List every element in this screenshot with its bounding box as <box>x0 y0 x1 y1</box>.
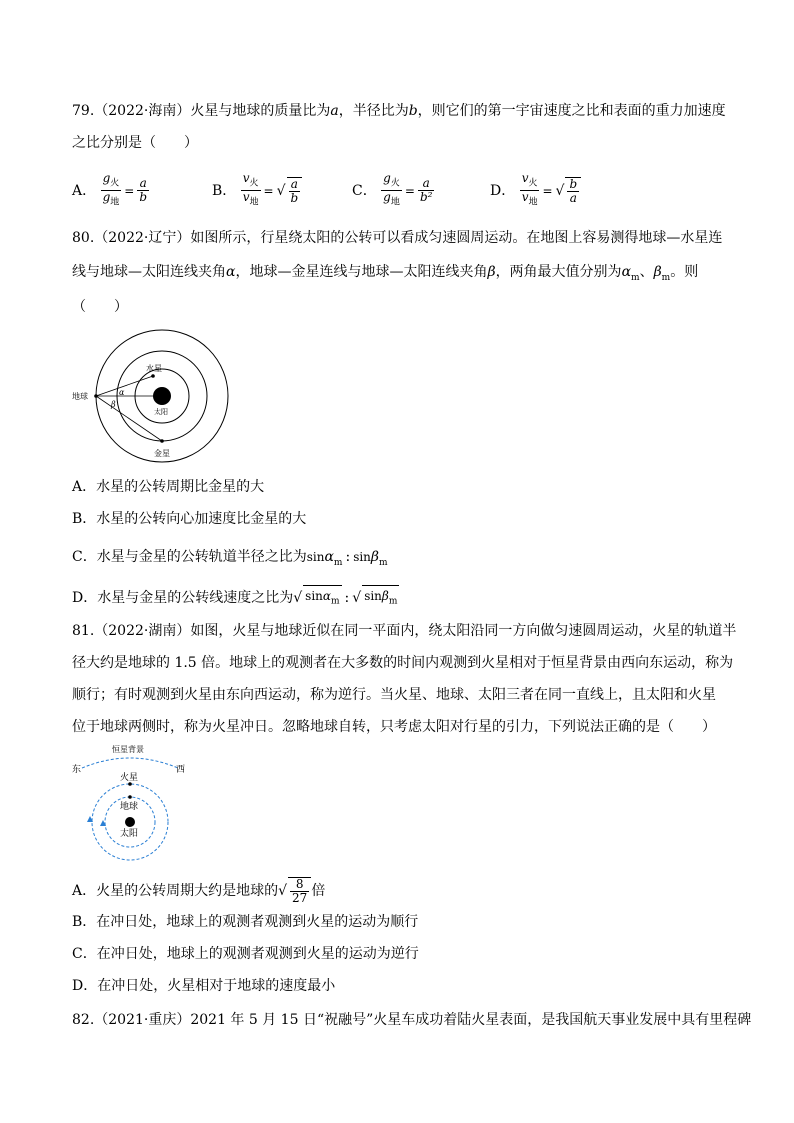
mercury <box>151 374 155 378</box>
q79-option-c: C． $\frac{g_火}{g_地}$ = $\frac{a}{\text{b²}}$ <box>352 171 433 208</box>
earth-label: 地球 <box>120 802 139 812</box>
q79-option-a: A． $\frac{g_火}{g_地}$ = $\frac{a}{b}$ <box>72 171 148 208</box>
sun <box>125 817 135 827</box>
q81-line3: 顺行；有时观测到火星由东向西运动，称为逆行。当火星、地球、太阳三者在同一直线上，且太阳和火星 <box>72 687 716 703</box>
sun-label: 太阳 <box>120 829 139 839</box>
west-label: 西 <box>176 765 186 775</box>
alpha-label: α <box>119 388 125 397</box>
star-background-arc <box>82 758 178 768</box>
q80-option-c: C．水星与金星的公转轨道半径之比为sinα$_m$ : sinβ$_m$ <box>72 549 388 568</box>
q79-option-d: D． $\frac{v_火}{v_地}$ = √ $\frac{b}{a}$ <box>490 172 581 210</box>
q81-line1: 81.（2022·湖南）如图，火星与地球近似在同一平面内，绕太阳沿同一方向做匀速圆周运动，火星的轨道半 <box>72 623 737 639</box>
q79-option-b: B． $\frac{v_火}{v_地}$ = √ $\frac{a}{b}$ <box>212 172 302 210</box>
mars-label: 火星 <box>120 773 139 783</box>
earth <box>128 795 132 799</box>
q80-line2: 线与地球—太阳连线夹角α，地球—金星连线与地球—太阳连线夹角β，两角最大值分别为$\alpha_m$、$\beta_m$。则 <box>72 264 699 283</box>
q79-line1: 79.（2022·海南）火星与地球的质量比为a，半径比为b，则它们的第一宇宙速度之比和表面的重力加速度 <box>72 103 726 119</box>
q80-option-a: A．水星的公转周期比金星的大 <box>72 479 265 495</box>
q80-line3: （ ） <box>72 299 128 315</box>
q81-line4: 位于地球两侧时，称为火星冲日。忽略地球自转，只考虑太阳对行星的引力，下列说法正确的是（ ） <box>72 719 716 735</box>
beta-label: β <box>111 400 116 409</box>
venus <box>160 439 164 443</box>
q80-line1: 80.（2022·辽宁）如图所示，行星绕太阳的公转可以看成匀速圆周运动。在地图上容易测得地球—水星连 <box>72 230 723 246</box>
q80-option-b: B．水星的公转向心加速度比金星的大 <box>72 511 307 527</box>
q82-line1: 82.（2021·重庆）2021 年 5 月 15 日“祝融号”火星车成功着陆火星表面，是我国航天事业发展中具有里程碑 <box>72 1012 752 1028</box>
q79-line2: 之比分别是（ ） <box>72 135 198 151</box>
star-background-label: 恒星背景 <box>112 745 144 754</box>
sun-label: 太阳 <box>154 408 168 416</box>
solar-orbit-figure <box>70 328 250 463</box>
mercury-label: 水星 <box>146 364 162 373</box>
earth-venus-line <box>96 396 162 441</box>
mars-opposition-figure <box>70 740 190 865</box>
q81-line2: 径大约是地球的 1.5 倍。地球上的观测者在大多数的时间内观测到火星相对于恒星背景由西向东运动，称为 <box>72 655 734 671</box>
q80-option-d: D．水星与金星的公转线速度之比为√ sinα$_m$ : √ sinβ$_m$ <box>72 585 399 611</box>
venus-label: 金星 <box>154 449 170 458</box>
q81-option-b: B．在冲日处，地球上的观测者观测到火星的运动为顺行 <box>72 914 419 930</box>
q81-option-c: C．在冲日处，地球上的观测者观测到火星的运动为逆行 <box>72 946 419 962</box>
earth-mercury-line <box>96 376 153 396</box>
q81-option-d: D．在冲日处，火星相对于地球的速度最小 <box>72 978 336 994</box>
earth <box>94 394 98 398</box>
east-label: 东 <box>72 765 82 775</box>
earth-label: 地球 <box>72 392 88 401</box>
q81-option-a: A．火星的公转周期大约是地球的√ $\frac{8}{27}$ 倍 <box>72 877 326 905</box>
